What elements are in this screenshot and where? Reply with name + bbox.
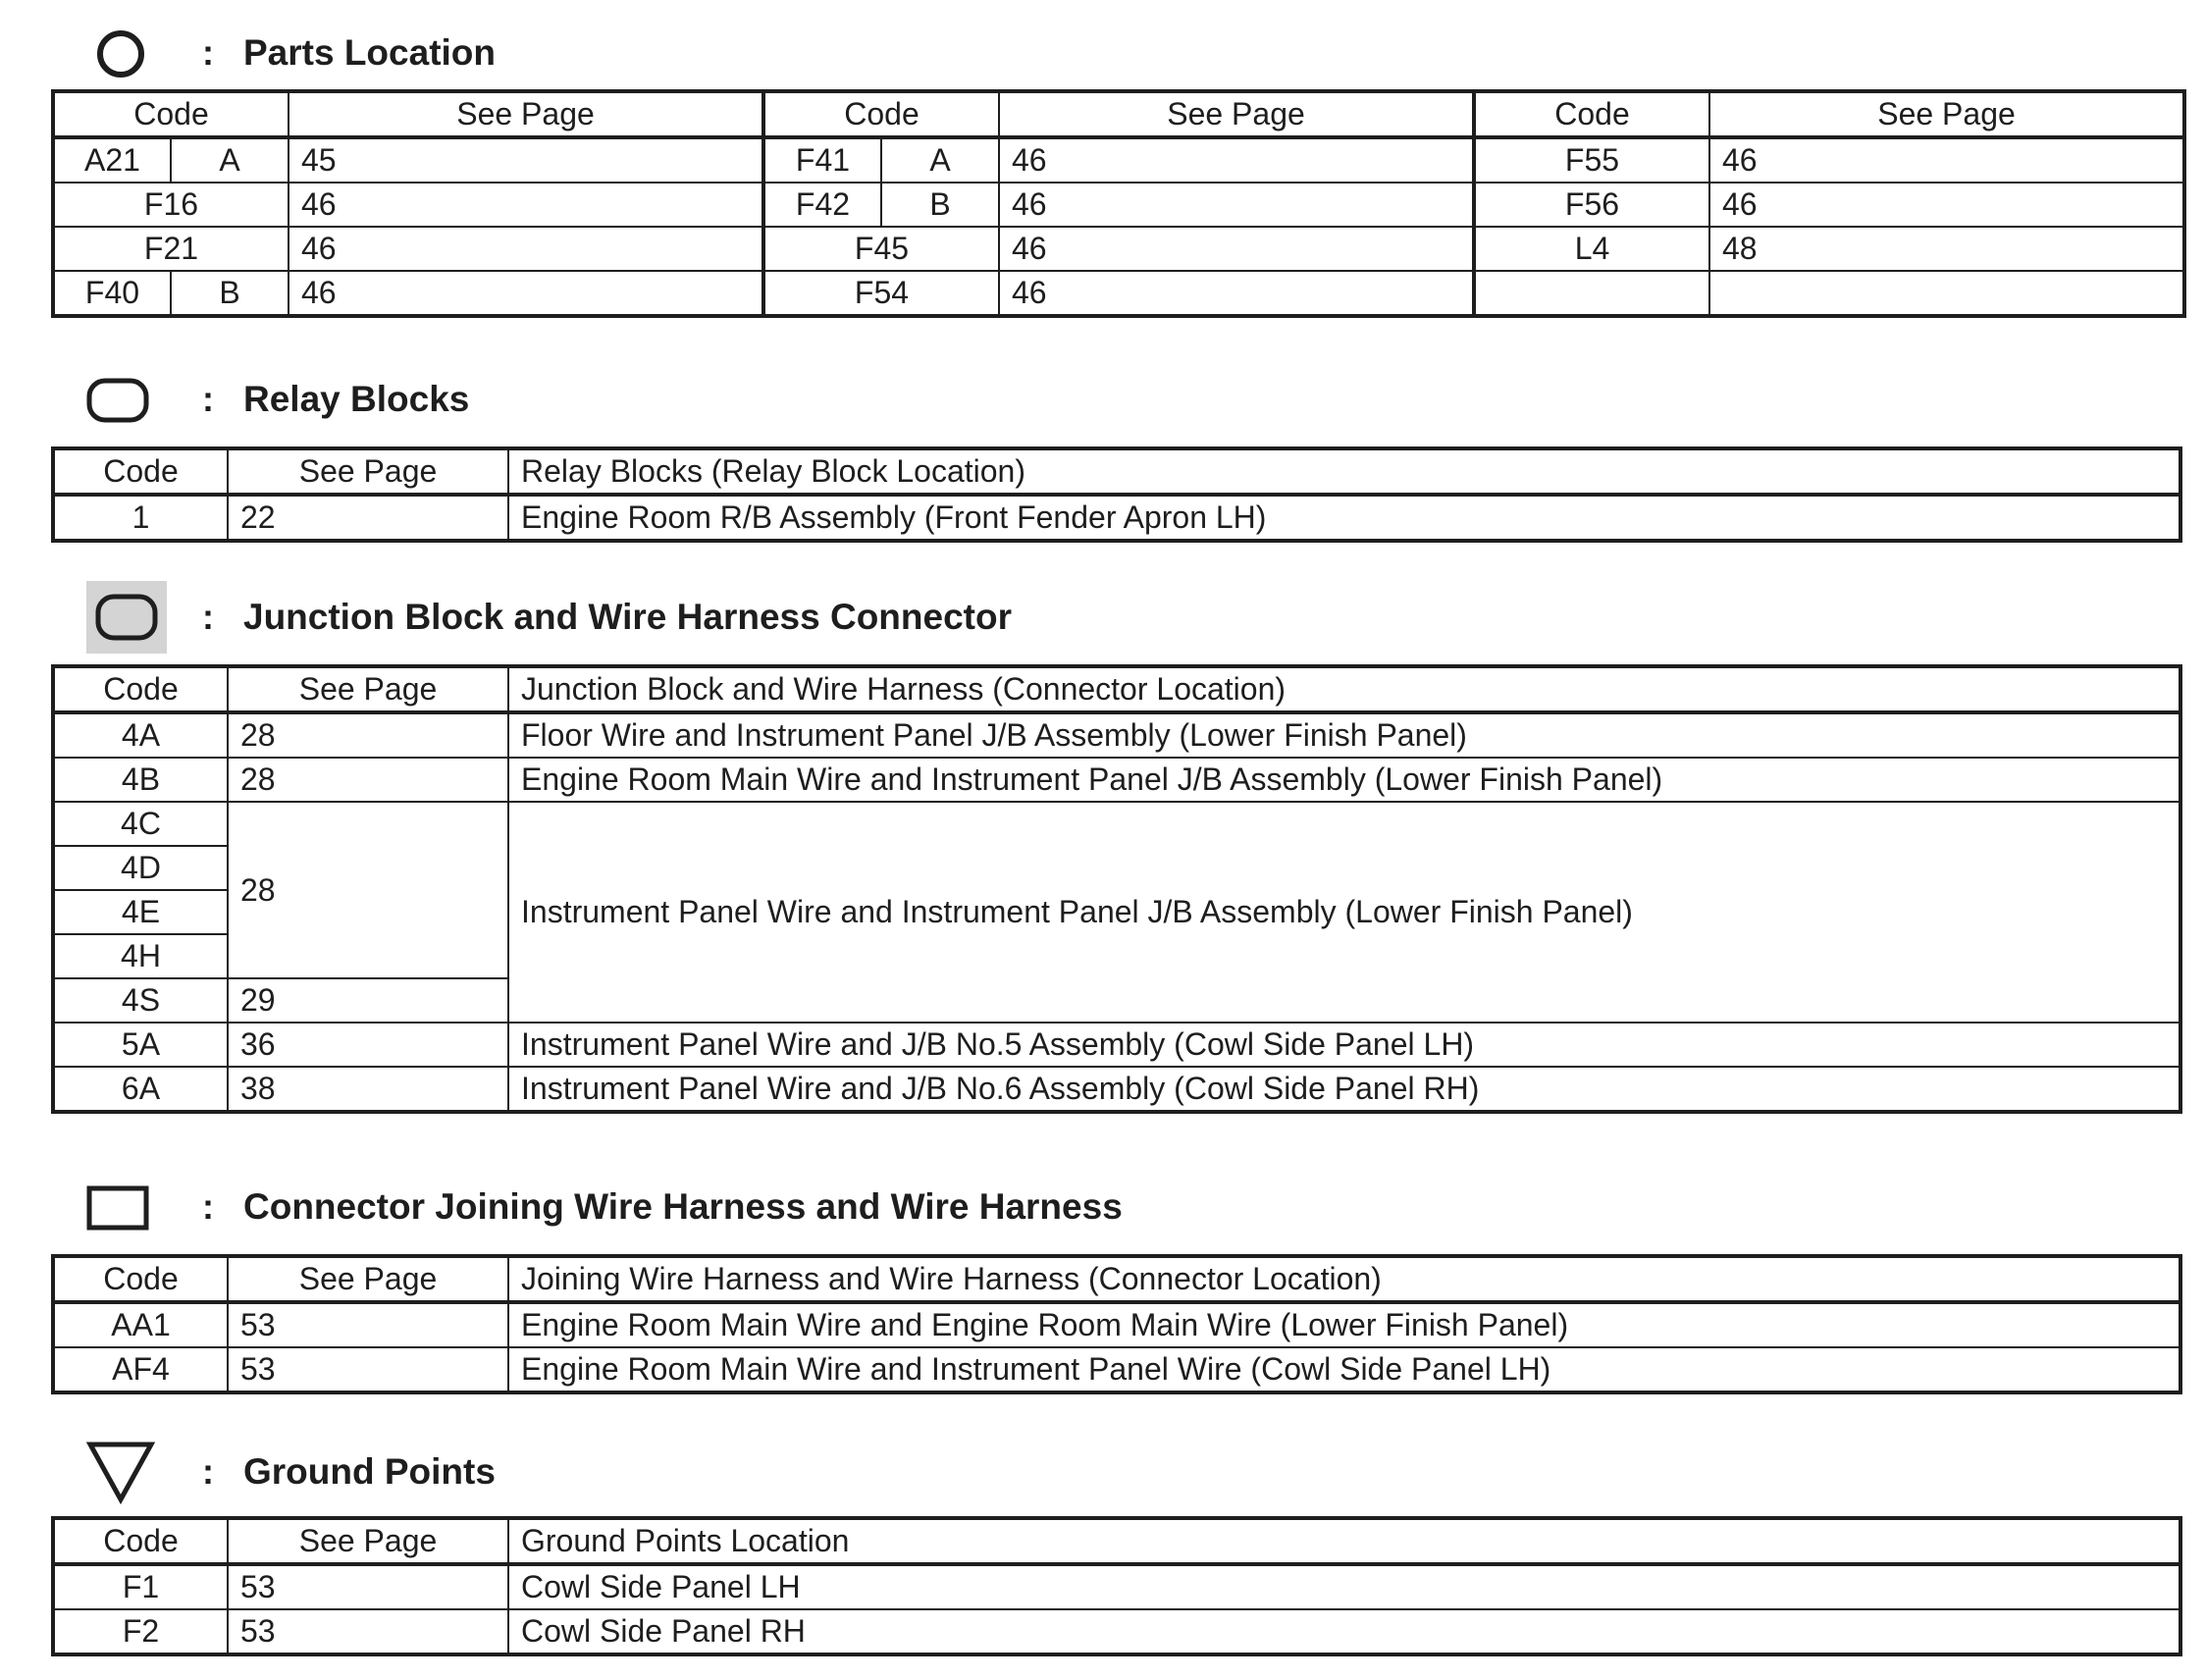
ground-points-table xyxy=(51,1516,2182,1656)
sub-code-cell: A xyxy=(171,137,289,183)
section-title: Relay Blocks xyxy=(243,379,470,419)
code-cell: 4E xyxy=(53,890,228,934)
sub-code-cell: B xyxy=(881,183,999,227)
code-cell: AA1 xyxy=(53,1302,228,1347)
code-cell: F45 xyxy=(763,227,999,271)
relay-blocks-table xyxy=(51,446,2182,543)
page-cell: 48 xyxy=(1709,227,2184,271)
code-cell: 4S xyxy=(53,978,228,1023)
heading-colon: : xyxy=(202,379,214,419)
square-rect-icon xyxy=(86,1185,149,1231)
page-cell: 46 xyxy=(1709,183,2184,227)
code-cell: 4D xyxy=(53,846,228,890)
table-row xyxy=(53,1564,2180,1609)
header-code: Code xyxy=(53,1518,228,1564)
header-see-page: See Page xyxy=(999,91,1474,137)
description-cell: Cowl Side Panel LH xyxy=(508,1564,2180,1609)
description-cell: Engine Room Main Wire and Instrument Panel J/B Assembly (Lower Finish Panel) xyxy=(508,758,2180,802)
page-cell: 29 xyxy=(228,978,508,1023)
code-cell: F41 xyxy=(763,137,881,183)
code-cell: F40 xyxy=(53,271,171,316)
code-cell: F54 xyxy=(763,271,999,316)
down-triangle-icon xyxy=(86,1441,155,1505)
header-description: Relay Blocks (Relay Block Location) xyxy=(508,448,2180,495)
description-cell: Instrument Panel Wire and J/B No.6 Assembly (Cowl Side Panel RH) xyxy=(508,1067,2180,1112)
code-cell: F2 xyxy=(53,1609,228,1654)
table-header-row xyxy=(53,1256,2180,1302)
heading-colon: : xyxy=(202,1451,214,1492)
table-header-row xyxy=(53,448,2180,495)
description-cell: Instrument Panel Wire and Instrument Panel J/B Assembly (Lower Finish Panel) xyxy=(508,802,2180,1023)
header-code: Code xyxy=(763,91,999,137)
table-row xyxy=(53,495,2180,541)
table-header-row xyxy=(53,91,2184,137)
page-cell: 46 xyxy=(289,271,763,316)
parts-location-table xyxy=(51,89,2186,318)
table-row xyxy=(53,1023,2180,1067)
header-code: Code xyxy=(1474,91,1709,137)
page-cell: 46 xyxy=(999,271,1474,316)
code-cell: F21 xyxy=(53,227,289,271)
table-row xyxy=(53,137,2184,183)
description-cell: Engine Room Main Wire and Engine Room Main Wire (Lower Finish Panel) xyxy=(508,1302,2180,1347)
section-title: Parts Location xyxy=(243,32,496,73)
table-row xyxy=(53,1609,2180,1654)
description-cell: Floor Wire and Instrument Panel J/B Assembly (Lower Finish Panel) xyxy=(508,712,2180,758)
page-cell: 46 xyxy=(289,227,763,271)
rounded-rect-icon xyxy=(86,378,149,423)
page-cell: 53 xyxy=(228,1564,508,1609)
header-see-page: See Page xyxy=(1709,91,2184,137)
header-code: Code xyxy=(53,91,289,137)
table-header-row xyxy=(53,666,2180,712)
page-cell: 28 xyxy=(228,802,508,978)
heading-colon: : xyxy=(202,32,214,73)
page-cell: 28 xyxy=(228,712,508,758)
page-cell: 46 xyxy=(999,183,1474,227)
page-cell: 46 xyxy=(289,183,763,227)
sub-code-cell: B xyxy=(171,271,289,316)
code-cell: 5A xyxy=(53,1023,228,1067)
page-cell: 28 xyxy=(228,758,508,802)
header-see-page: See Page xyxy=(228,1256,508,1302)
table-row xyxy=(53,1347,2180,1392)
junction-block-table xyxy=(51,664,2182,1114)
table-row xyxy=(53,802,2180,846)
table-row xyxy=(53,183,2184,227)
header-see-page: See Page xyxy=(228,1518,508,1564)
code-cell: 4B xyxy=(53,758,228,802)
code-cell xyxy=(1474,271,1709,316)
description-cell: Engine Room R/B Assembly (Front Fender Apron LH) xyxy=(508,495,2180,541)
description-cell: Instrument Panel Wire and J/B No.5 Assembly (Cowl Side Panel LH) xyxy=(508,1023,2180,1067)
header-see-page: See Page xyxy=(289,91,763,137)
description-cell: Cowl Side Panel RH xyxy=(508,1609,2180,1654)
code-cell: F55 xyxy=(1474,137,1709,183)
header-description: Junction Block and Wire Harness (Connector Location) xyxy=(508,666,2180,712)
code-cell: 1 xyxy=(53,495,228,541)
code-cell: A21 xyxy=(53,137,171,183)
code-cell: L4 xyxy=(1474,227,1709,271)
code-cell: F42 xyxy=(763,183,881,227)
circle-icon xyxy=(96,29,145,79)
code-cell: F16 xyxy=(53,183,289,227)
header-code: Code xyxy=(53,448,228,495)
code-cell: 4A xyxy=(53,712,228,758)
page-cell: 53 xyxy=(228,1609,508,1654)
connector-joining-table xyxy=(51,1254,2182,1394)
description-cell: Engine Room Main Wire and Instrument Panel Wire (Cowl Side Panel LH) xyxy=(508,1347,2180,1392)
shaded-rounded-rect-icon xyxy=(86,581,167,654)
table-row xyxy=(53,1302,2180,1347)
page-cell: 46 xyxy=(999,227,1474,271)
table-row xyxy=(53,1067,2180,1112)
header-code: Code xyxy=(53,666,228,712)
page-cell xyxy=(1709,271,2184,316)
page-cell: 53 xyxy=(228,1302,508,1347)
page-cell: 36 xyxy=(228,1023,508,1067)
code-cell: F56 xyxy=(1474,183,1709,227)
table-row xyxy=(53,271,2184,316)
table-row xyxy=(53,227,2184,271)
header-description: Ground Points Location xyxy=(508,1518,2180,1564)
table-row xyxy=(53,712,2180,758)
heading-colon: : xyxy=(202,597,214,637)
code-cell: 4H xyxy=(53,934,228,978)
code-cell: F1 xyxy=(53,1564,228,1609)
page-cell: 46 xyxy=(999,137,1474,183)
header-code: Code xyxy=(53,1256,228,1302)
page-cell: 45 xyxy=(289,137,763,183)
header-description: Joining Wire Harness and Wire Harness (Connector Location) xyxy=(508,1256,2180,1302)
header-see-page: See Page xyxy=(228,666,508,712)
table-header-row xyxy=(53,1518,2180,1564)
code-cell: AF4 xyxy=(53,1347,228,1392)
header-see-page: See Page xyxy=(228,448,508,495)
code-cell: 6A xyxy=(53,1067,228,1112)
code-cell: 4C xyxy=(53,802,228,846)
section-title: Junction Block and Wire Harness Connector xyxy=(243,597,1012,637)
page-cell: 38 xyxy=(228,1067,508,1112)
page-cell: 53 xyxy=(228,1347,508,1392)
sub-code-cell: A xyxy=(881,137,999,183)
heading-colon: : xyxy=(202,1186,214,1227)
section-title: Connector Joining Wire Harness and Wire Harness xyxy=(243,1186,1123,1227)
page-cell: 46 xyxy=(1709,137,2184,183)
page-cell: 22 xyxy=(228,495,508,541)
table-row xyxy=(53,758,2180,802)
section-title: Ground Points xyxy=(243,1451,496,1492)
